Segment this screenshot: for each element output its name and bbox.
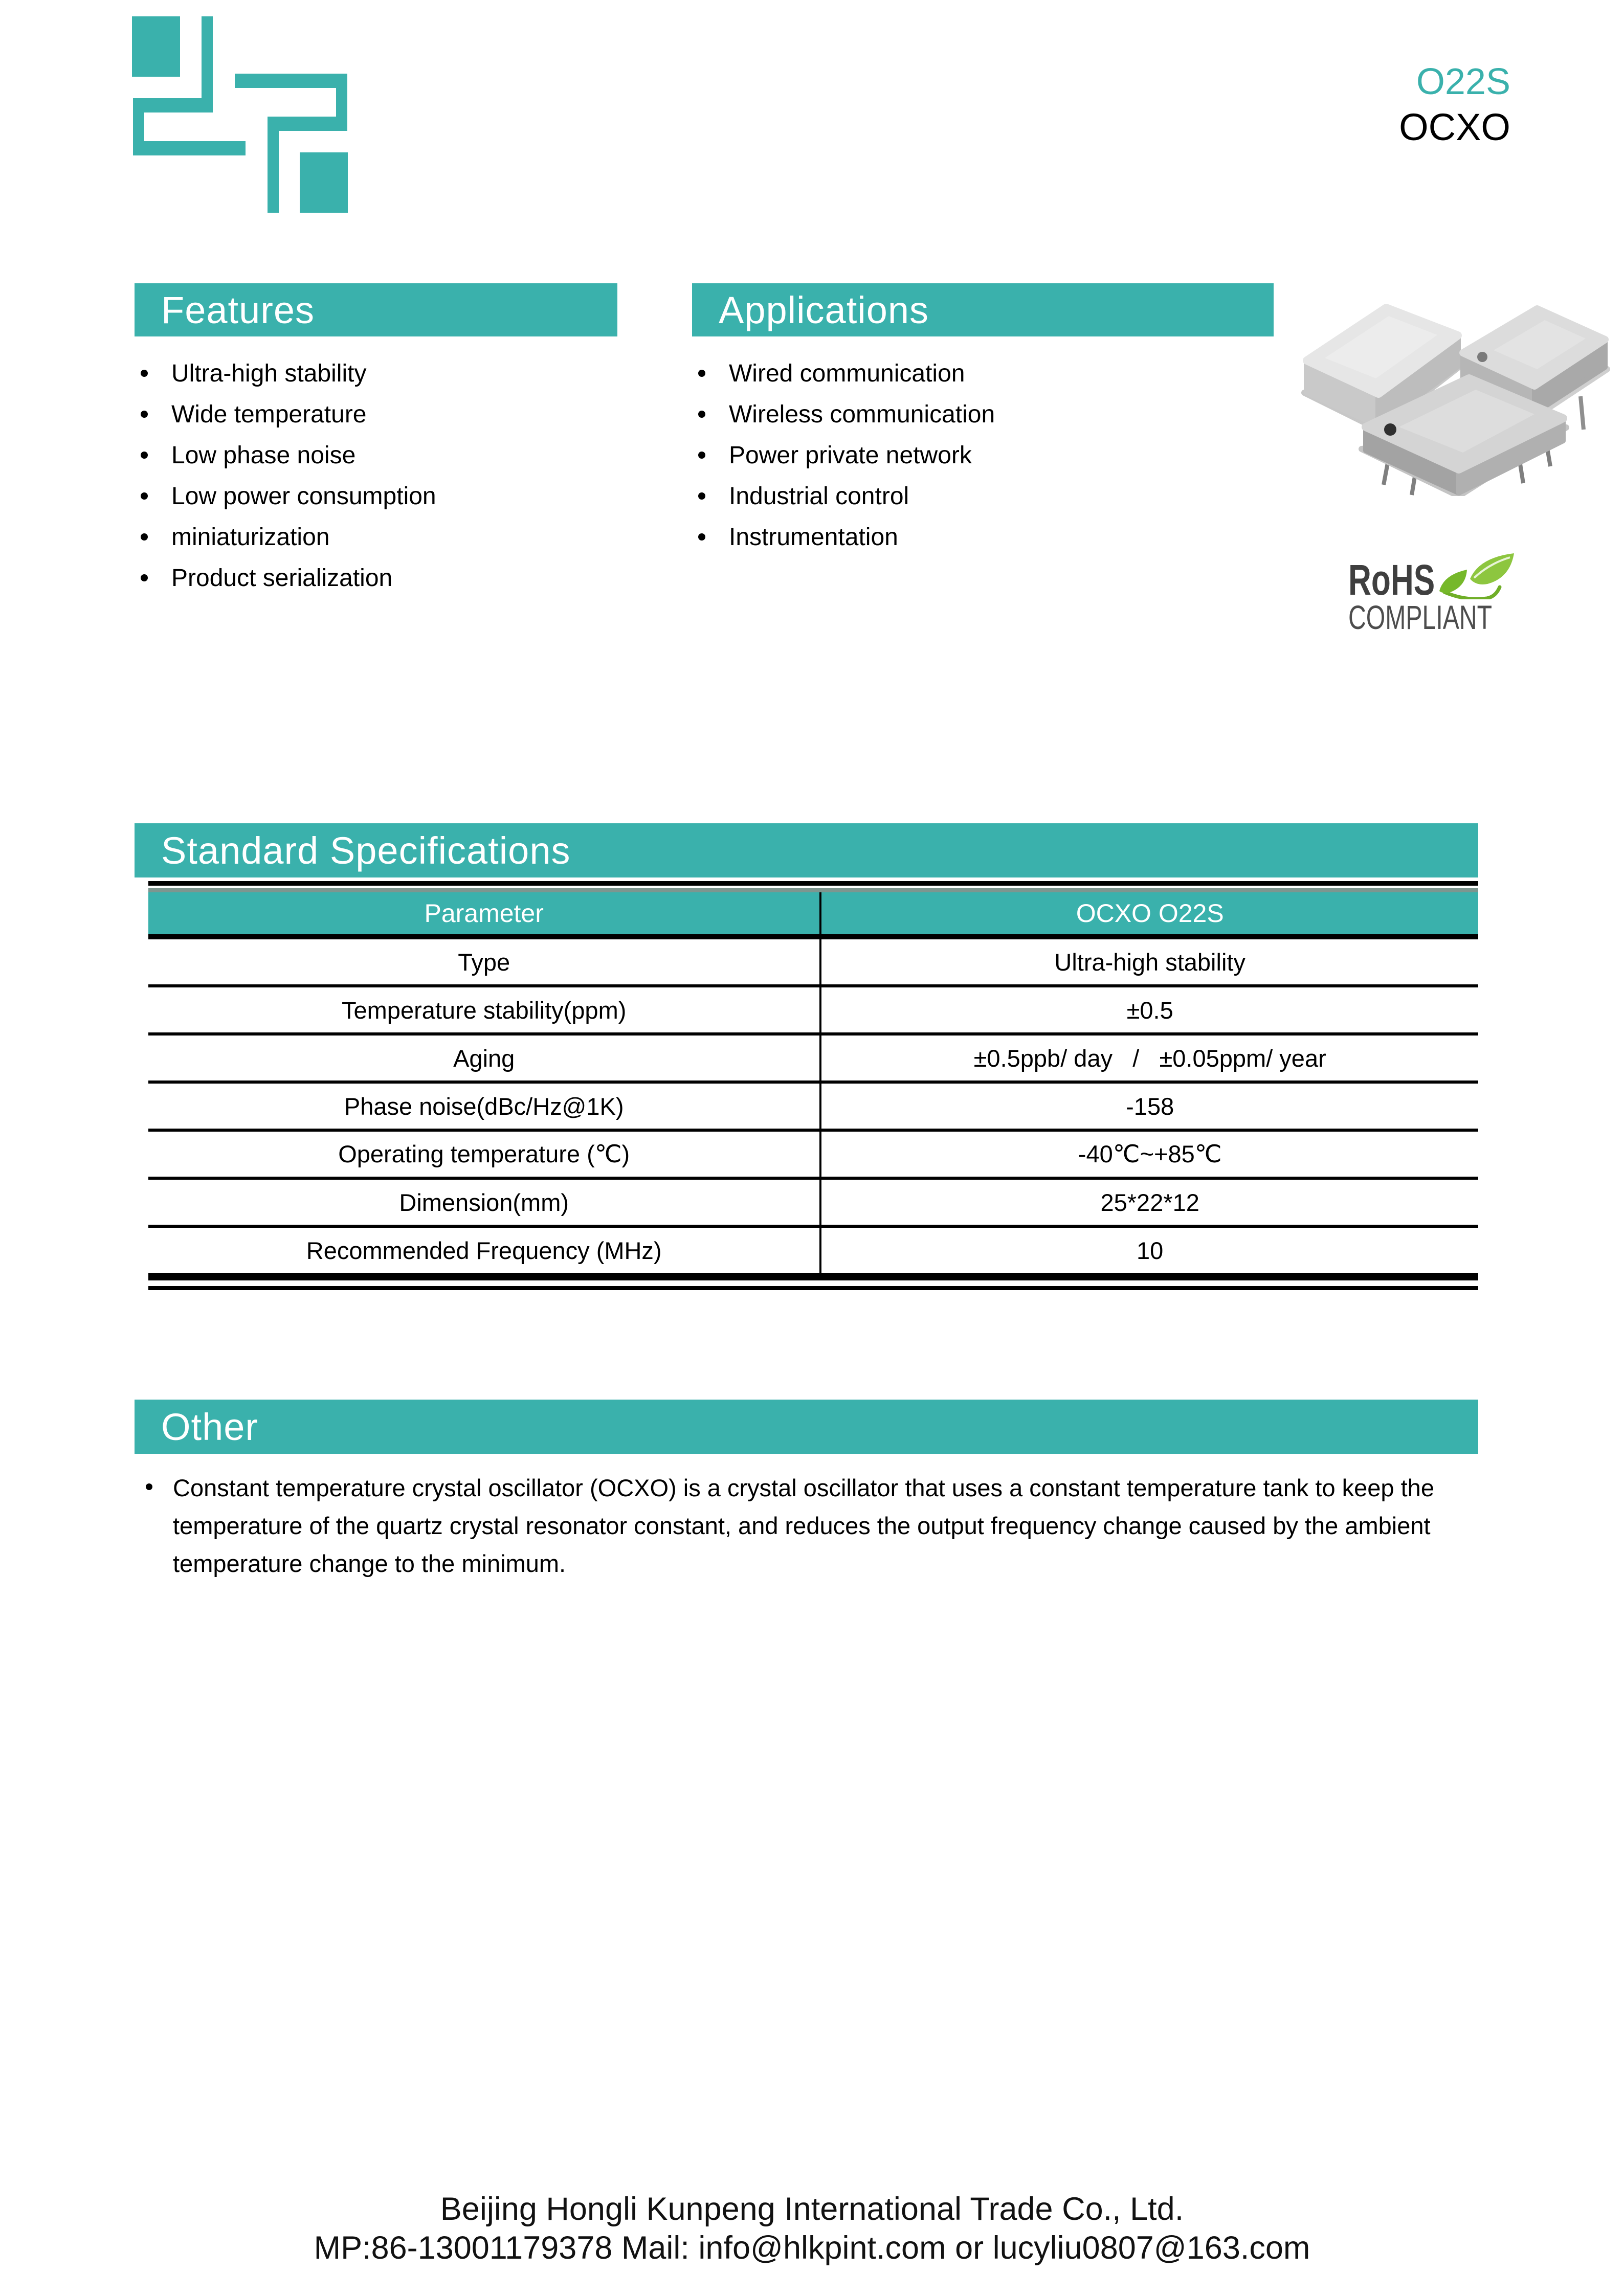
value-cell: ±0.5ppb/ day / ±0.05ppm/ year [820,1034,1478,1082]
rohs-title: RoHS [1348,556,1435,604]
rule-line [148,888,1478,892]
page-footer [0,2190,1624,2267]
bullet-dot-icon [698,411,705,418]
applications-list [692,353,1274,557]
table-row [148,1130,1478,1178]
rohs-logo [1348,558,1522,635]
feature-text: miniaturization [171,523,330,551]
features-section [135,283,617,598]
list-item [135,394,617,435]
other-header-bar [135,1400,1478,1454]
application-text: Wireless communication [729,400,995,428]
application-text: Industrial control [729,482,909,510]
table-row [148,986,1478,1034]
bullet-dot-icon [698,492,705,500]
table-row [148,1082,1478,1130]
feature-text: Wide temperature [171,400,367,428]
table-header-row [148,892,1478,937]
bullet-dot-icon [698,452,705,459]
column-header-parameter: Parameter [148,892,820,937]
bullet-dot-icon [141,533,148,541]
value-cell: ±0.5 [820,986,1478,1034]
table-bottom-rules [148,1273,1478,1290]
value-cell: 25*22*12 [820,1178,1478,1226]
list-item [135,516,617,557]
features-list [135,353,617,598]
footer-company: Beijing Hongli Kunpeng International Trade Co., Ltd. [440,2191,1184,2227]
specifications-table [148,892,1478,1273]
product-model: O22S [1416,61,1510,102]
column-header-model: OCXO O22S [820,892,1478,937]
bullet-dot-icon [146,1483,152,1490]
bullet-dot-icon [141,411,148,418]
other-text: Constant temperature crystal oscillator (OCXO) is a crystal oscillator that uses a constant temperature tank to keep the temperature of the quartz crystal resonator constant, and reduces the output frequency change caused by the ambient temperature change to the minimum. [173,1474,1434,1577]
list-item [692,516,1274,557]
features-title: Features [161,288,315,331]
table-row [148,1034,1478,1082]
other-section [135,1400,1478,1583]
list-item [135,353,617,394]
list-item [692,353,1274,394]
other-paragraph [135,1469,1478,1583]
value-cell: 10 [820,1226,1478,1273]
application-text: Power private network [729,441,972,469]
list-item [692,394,1274,435]
bullet-dot-icon [141,370,148,377]
list-item [135,435,617,476]
bullet-dot-icon [141,492,148,500]
param-cell: Temperature stability(ppm) [148,986,820,1034]
company-logo [128,14,353,215]
param-cell: Recommended Frequency (MHz) [148,1226,820,1273]
feature-text: Low phase noise [171,441,356,469]
param-cell: Phase noise(dBc/Hz@1K) [148,1082,820,1130]
feature-text: Low power consumption [171,482,436,510]
feature-text: Ultra-high stability [171,359,367,387]
param-cell: Type [148,937,820,986]
table-top-rules [148,881,1478,892]
specifications-section [135,823,1478,1290]
list-item [692,476,1274,516]
applications-header-bar [692,283,1274,336]
bullet-dot-icon [698,370,705,377]
rule-line [148,1286,1478,1290]
bullet-dot-icon [141,452,148,459]
list-item [135,557,617,598]
table-row [148,1178,1478,1226]
application-text: Wired communication [729,359,965,387]
value-cell: -40℃~+85℃ [820,1130,1478,1178]
rohs-subtitle: COMPLIANT [1348,598,1493,636]
param-cell: Operating temperature (℃) [148,1130,820,1178]
application-text: Instrumentation [729,523,898,551]
applications-section [692,283,1274,557]
rule-line [148,881,1478,886]
header-titles [1399,59,1510,150]
features-header-bar [135,283,617,336]
footer-contact: MP:86-13001179378 Mail: info@hlkpint.com or lucyliu0807@163.com [314,2230,1310,2266]
product-type: OCXO [1399,106,1510,148]
rohs-leaf-icon [1438,552,1515,599]
value-cell: Ultra-high stability [820,937,1478,986]
param-cell: Aging [148,1034,820,1082]
param-cell: Dimension(mm) [148,1178,820,1226]
value-cell: -158 [820,1082,1478,1130]
specifications-title: Standard Specifications [161,829,571,872]
specifications-header-bar [135,823,1478,877]
applications-title: Applications [719,288,929,331]
list-item [692,435,1274,476]
table-row [148,1226,1478,1273]
product-photos [1279,276,1624,496]
feature-text: Product serialization [171,564,393,592]
bullet-dot-icon [141,574,148,581]
list-item [135,476,617,516]
table-row [148,937,1478,986]
rule-line [148,1273,1478,1280]
other-title: Other [161,1405,259,1448]
bullet-dot-icon [698,533,705,541]
